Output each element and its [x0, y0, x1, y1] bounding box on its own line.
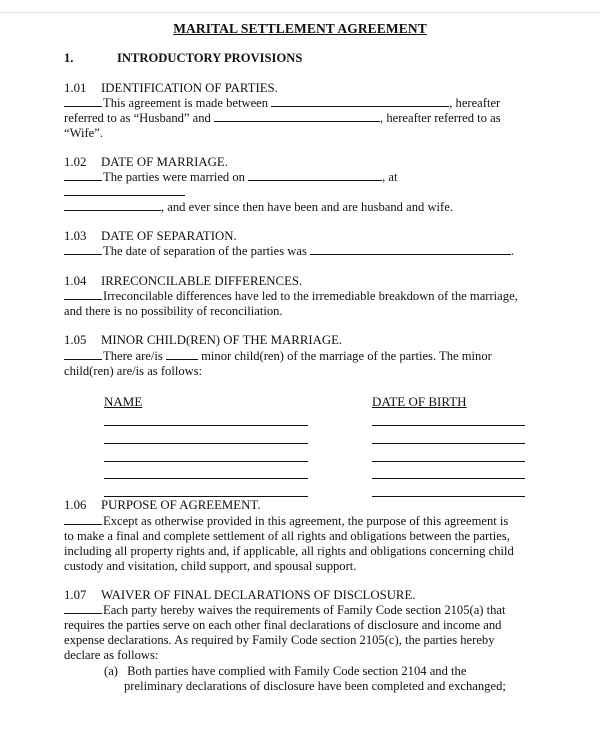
clause-1-01-line2 [64, 111, 501, 126]
children-dob-column-header: DATE OF BIRTH [372, 394, 467, 409]
clause-number: 1.04 [64, 274, 87, 288]
clause-heading: DATE OF MARRIAGE. [101, 155, 228, 169]
clause-text: Except as otherwise provided in this agreement, the purpose of this agreement is [103, 514, 509, 528]
child-dob-blank [372, 486, 525, 497]
child-count-blank [166, 349, 198, 360]
clause-text: There are/is [103, 349, 163, 363]
clause-1-05-line2: child(ren) are/is as follows: [64, 364, 203, 378]
child-name-blank [104, 433, 308, 444]
clause-number: 1.01 [64, 81, 87, 95]
initials-blank [64, 289, 102, 300]
clause-text: minor child(ren) of the marriage of the parties. The minor [201, 349, 492, 363]
separation-date-blank [310, 244, 511, 255]
child-dob-blank [372, 433, 525, 444]
item-text: Both parties have complied with Family Code section 2104 and the [127, 664, 467, 678]
clause-number: 1.02 [64, 155, 87, 169]
child-name-blank [104, 486, 308, 497]
clause-heading: MINOR CHILD(REN) OF THE MARRIAGE. [101, 333, 343, 347]
child-dob-blank [372, 415, 525, 426]
clause-heading: WAIVER OF FINAL DECLARATIONS OF DISCLOSURE. [101, 588, 416, 602]
clause-text: referred to as “Husband” and [64, 111, 211, 125]
child-name-blank [104, 451, 308, 462]
husband-name-blank [271, 96, 449, 107]
section-number: 1. [64, 51, 74, 65]
children-name-column-header: NAME [104, 394, 143, 409]
clause-1-07-heading [64, 588, 416, 603]
child-dob-blank [372, 468, 525, 479]
clause-text: , hereafter referred to as [380, 111, 501, 125]
clause-1-07-line1 [64, 603, 506, 618]
document-page [0, 12, 600, 742]
child-name-blank [104, 415, 308, 426]
clause-1-02-line2 [64, 185, 185, 200]
initials-blank [64, 96, 102, 107]
clause-text: . [511, 244, 515, 258]
clause-text: Irreconcilable differences have led to the irremediable breakdown of the marriage, [103, 289, 518, 303]
clause-1-05-line1 [64, 349, 492, 364]
clause-text: Each party hereby waives the requirements of Family Code section 2105(a) that [103, 603, 506, 617]
clause-1-04-heading [64, 274, 302, 289]
initials-blank [64, 244, 102, 255]
clause-1-04-line1 [64, 289, 518, 304]
clause-text: , hereafter [449, 96, 501, 110]
clause-heading: DATE OF SEPARATION. [101, 229, 237, 243]
clause-1-07-line4: declare as follows: [64, 648, 159, 662]
clause-1-01-line3: “Wife”. [64, 126, 103, 140]
clause-number: 1.03 [64, 229, 87, 243]
clause-number: 1.07 [64, 588, 87, 602]
clause-1-07-item-a-line2: preliminary declarations of disclosure have been completed and exchanged; [124, 679, 506, 693]
marriage-place-blank [64, 200, 161, 211]
clause-1-05-heading [64, 333, 342, 348]
clause-heading: IDENTIFICATION OF PARTIES. [101, 81, 278, 95]
wife-name-blank [214, 111, 380, 122]
clause-1-04-line2: and there is no possibility of reconciliation. [64, 304, 283, 318]
clause-1-07-item-a-line1 [104, 664, 466, 679]
clause-text: , at [382, 170, 398, 184]
clause-1-01-heading [64, 81, 278, 96]
clause-1-03-heading [64, 229, 237, 244]
initials-blank [64, 349, 102, 360]
clause-1-06-line2: to make a final and complete settlement of all rights and obligations between the parties, [64, 529, 510, 543]
marriage-date-blank [248, 170, 382, 181]
clause-1-06-line3: including all property rights and, if applicable, all rights and obligations concerning child [64, 544, 514, 558]
clause-heading: PURPOSE OF AGREEMENT. [101, 498, 261, 512]
clause-1-06-heading [64, 498, 260, 513]
clause-1-03-line1 [64, 244, 514, 259]
initials-blank [64, 603, 102, 614]
clause-1-02-line3 [64, 200, 453, 215]
clause-1-06-line4: custody and visitation, child support, and spousal support. [64, 559, 357, 573]
clause-text: , and ever since then have been and are husband and wife. [161, 200, 453, 214]
child-name-blank [104, 468, 308, 479]
clause-text: The parties were married on [103, 170, 245, 184]
clause-text: The date of separation of the parties was [103, 244, 307, 258]
clause-1-07-line2: requires the parties serve on each other final declarations of disclosure and income and [64, 618, 502, 632]
clause-1-06-line1 [64, 514, 508, 529]
clause-number: 1.05 [64, 333, 87, 347]
child-dob-blank [372, 451, 525, 462]
clause-heading: IRRECONCILABLE DIFFERENCES. [101, 274, 303, 288]
initials-blank [64, 514, 102, 525]
item-label: (a) [104, 664, 118, 678]
clause-1-07-line3: expense declarations. As required by Family Code section 2105(c), the parties hereby [64, 633, 495, 647]
document-title: MARITAL SETTLEMENT AGREEMENT [173, 21, 427, 36]
section-1-heading [64, 51, 302, 66]
clause-text: This agreement is made between [103, 96, 269, 110]
clause-number: 1.06 [64, 498, 87, 512]
marriage-city-blank [64, 185, 185, 196]
initials-blank [64, 170, 102, 181]
clause-1-01-line1 [64, 96, 500, 111]
clause-1-02-line1 [64, 170, 398, 185]
clause-1-02-heading [64, 155, 228, 170]
section-title: INTRODUCTORY PROVISIONS [117, 51, 303, 65]
